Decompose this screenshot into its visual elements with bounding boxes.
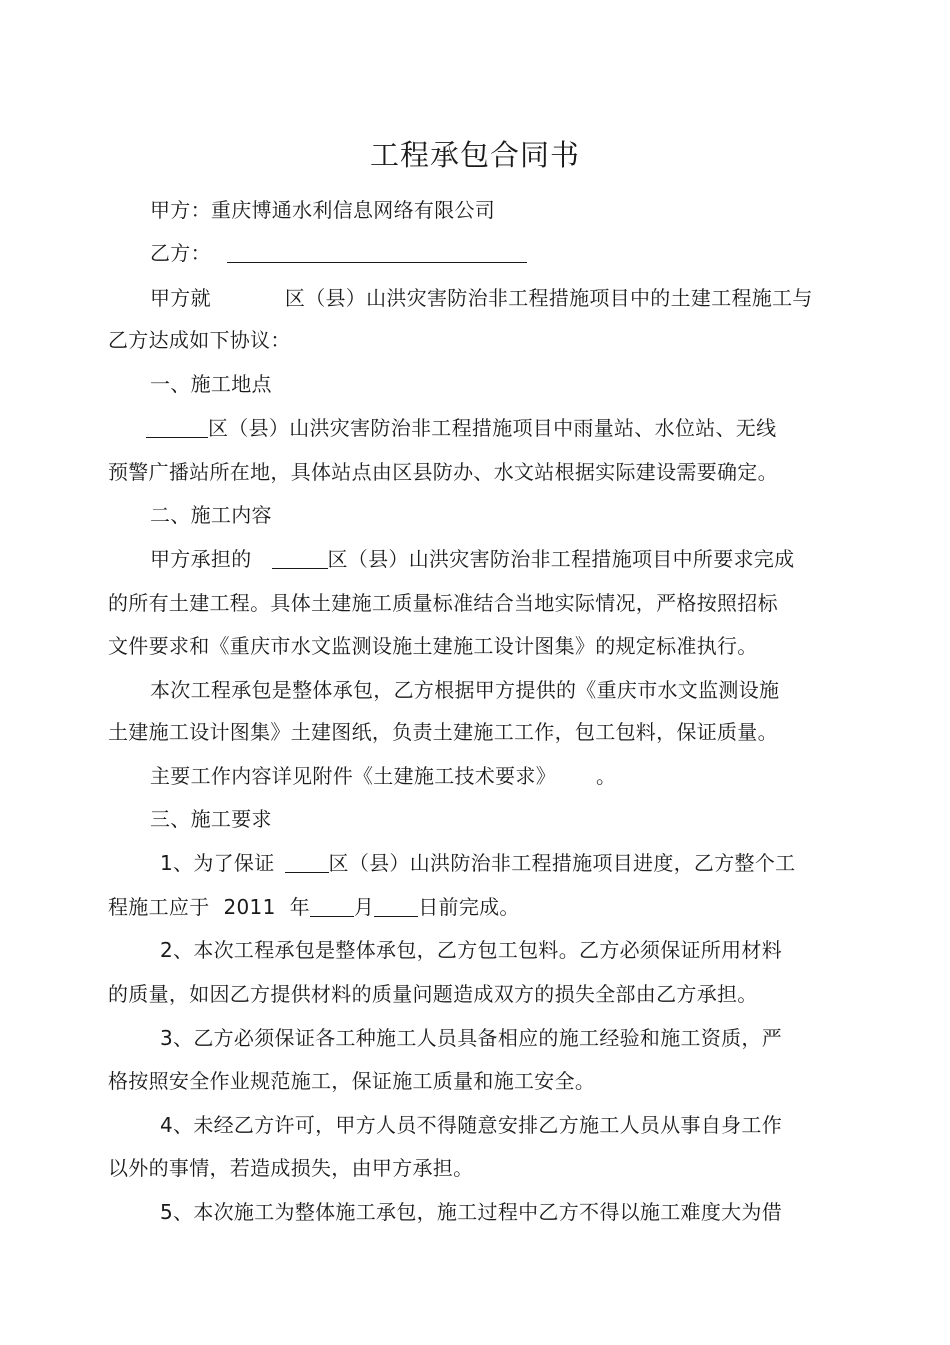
section-1-line-1 [146, 415, 776, 441]
req-2-line-1: 2、本次工程承包是整体承包，乙方包工包料。乙方必须保证所用材料 [160, 938, 783, 962]
district-blank [285, 852, 329, 873]
district-blank [272, 548, 328, 569]
req-1-year: 2011 [223, 895, 276, 919]
intro-text-a: 甲方就 [150, 286, 211, 310]
section-2-line-1 [150, 546, 794, 572]
req-5-line-1: 5、本次施工为整体施工承包，施工过程中乙方不得以施工难度大为借 [160, 1200, 783, 1224]
req-1-line-1 [160, 850, 795, 876]
section-2-text-c: 主要工作内容详见附件《土建施工技术要求》 [150, 764, 556, 788]
req-1-text-b: 区（县）山洪防治非工程措施项目进度，乙方整个工 [328, 851, 796, 875]
req-1-text-f: 日前完成。 [418, 895, 520, 919]
section-2-line-6 [150, 763, 616, 789]
section-1-text-a: 区（县）山洪灾害防治非工程措施项目中雨量站、水位站、无线 [208, 416, 777, 440]
req-3-line-1: 3、乙方必须保证各工种施工人员具备相应的施工经验和施工资质，严 [160, 1026, 783, 1050]
section-1-heading: 一、施工地点 [150, 372, 272, 396]
intro-line-2: 乙方达成如下协议： [108, 328, 291, 352]
req-1-text-a: 1、为了保证 [160, 851, 275, 875]
req-1-text-d: 年 [289, 895, 310, 919]
month-blank [310, 896, 354, 917]
section-3-heading: 三、施工要求 [150, 807, 272, 831]
req-1-text-c: 程施工应于 [108, 895, 210, 919]
section-2-text-b: 区（县）山洪灾害防治非工程措施项目中所要求完成 [327, 547, 795, 571]
section-2-text-d: 。 [596, 764, 617, 788]
party-b-line [150, 240, 527, 266]
section-2-line-5: 土建施工设计图集》土建图纸，负责土建施工工作，包工包料，保证质量。 [108, 720, 778, 744]
section-2-line-2: 的所有土建工程。具体土建施工质量标准结合当地实际情况，严格按照招标 [108, 591, 778, 615]
party-b-label: 乙方： [150, 241, 211, 265]
section-2-heading: 二、施工内容 [150, 503, 272, 527]
section-2-line-4: 本次工程承包是整体承包，乙方根据甲方提供的《重庆市水文监测设施 [150, 678, 780, 702]
req-1-text-e: 月 [353, 895, 375, 919]
req-4-line-2: 以外的事情，若造成损失，由甲方承担。 [108, 1156, 474, 1180]
party-b-blank [227, 242, 527, 263]
district-blank [146, 417, 208, 438]
section-2-line-3: 文件要求和《重庆市水文监测设施土建施工设计图集》的规定标准执行。 [108, 634, 758, 658]
intro-text-b: 区（县）山洪灾害防治非工程措施项目中的土建工程施工与 [284, 286, 813, 310]
day-blank [374, 896, 418, 917]
req-4-line-1: 4、未经乙方许可，甲方人员不得随意安排乙方施工人员从事自身工作 [160, 1113, 783, 1137]
section-1-line-2: 预警广播站所在地，具体站点由区县防办、水文站根据实际建设需要确定。 [108, 460, 778, 484]
document-title: 工程承包合同书 [369, 138, 580, 172]
req-2-line-2: 的质量，如因乙方提供材料的质量问题造成双方的损失全部由乙方承担。 [108, 982, 758, 1006]
req-1-line-2 [108, 894, 520, 920]
req-3-line-2: 格按照安全作业规范施工，保证施工质量和施工安全。 [108, 1069, 596, 1093]
intro-line-1 [150, 285, 813, 311]
party-a-line: 甲方：重庆博通水利信息网络有限公司 [150, 198, 496, 222]
section-2-text-a: 甲方承担的 [150, 547, 252, 571]
